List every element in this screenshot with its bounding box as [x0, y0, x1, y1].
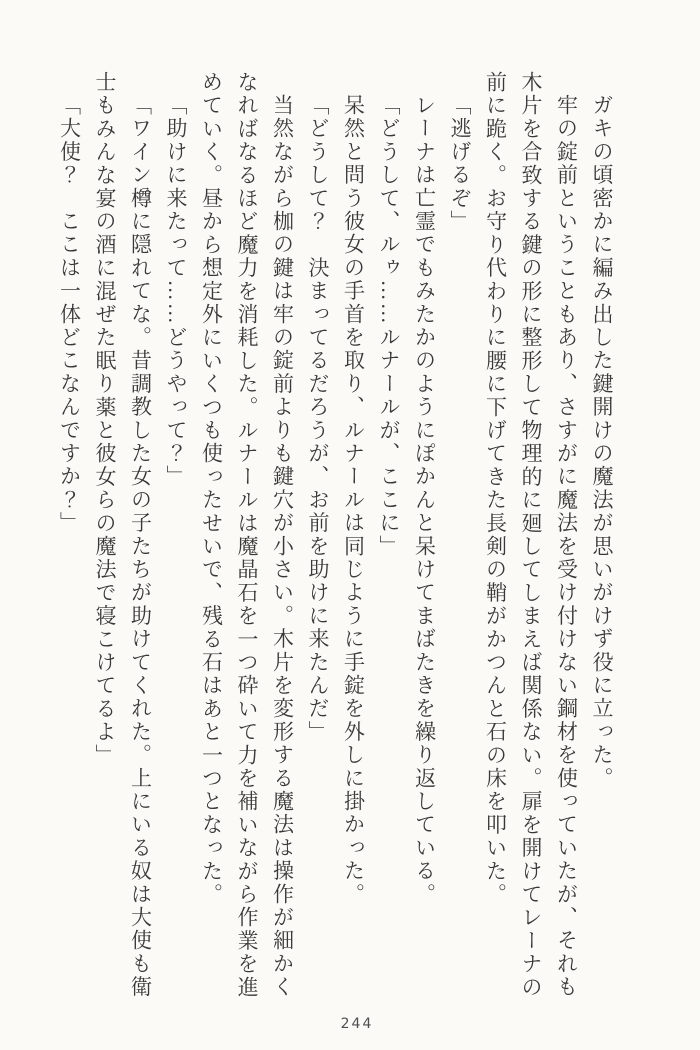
paragraph: 「どうして？ 決まってるだろうが、お前を助けに来たんだ」 — [306, 94, 330, 744]
paragraph: ガキの頃密かに編み出した鍵開けの魔法が思いがけず役に立った。 — [590, 94, 614, 790]
paragraph: 「逃げるぞ」 — [448, 94, 472, 234]
paragraph: 「ワイン樽に隠れてな。昔調教した女の子たちが助けてくれた。上にいる奴は大使も衛士もみんな宴の酒に混ぜた眠り薬と彼女らの魔法で寝こけてるよ」 — [93, 71, 153, 999]
page-number: 244 — [340, 1016, 374, 1032]
paragraph: 当然ながら枷の鍵は牢の錠前よりも鍵穴が小さい。木片を変形する魔法は操作が細かくなればなるほど魔力を消耗した。ルナールは魔晶石を一つ砕いて力を補いながら作業を進めていく。昼から想定外にいくつも使ったせいで、残る石はあと一つとなった。 — [199, 71, 295, 999]
paragraph: 牢の錠前ということもあり、さすがに魔法を受け付けない鋼材を使っていたが、それも木片を合致する鍵の形に整形して物理的に廻してしまえば関係ない。扉を開けてレーナの前に跪く。お守り代わりに腰に下げてきた長剣の鞘がかつんと石の床を叩いた。 — [483, 71, 579, 999]
paragraph: 「助けに来たって……どうやって？」 — [164, 94, 188, 489]
paragraph: 「大使？ ここは一体どこなんですか？」 — [57, 94, 82, 535]
paragraph: レーナは亡霊でもみたかのようにぽかんと呆けてまばたきを繰り返している。 — [412, 94, 437, 906]
paragraph: 「どうして、ルゥ……ルナールが、ここに」 — [377, 94, 401, 558]
paragraph: 呆然と問う彼女の手首を取り、ルナールは同じように手錠を外しに掛かった。 — [341, 94, 366, 906]
page-text — [51, 71, 619, 1007]
